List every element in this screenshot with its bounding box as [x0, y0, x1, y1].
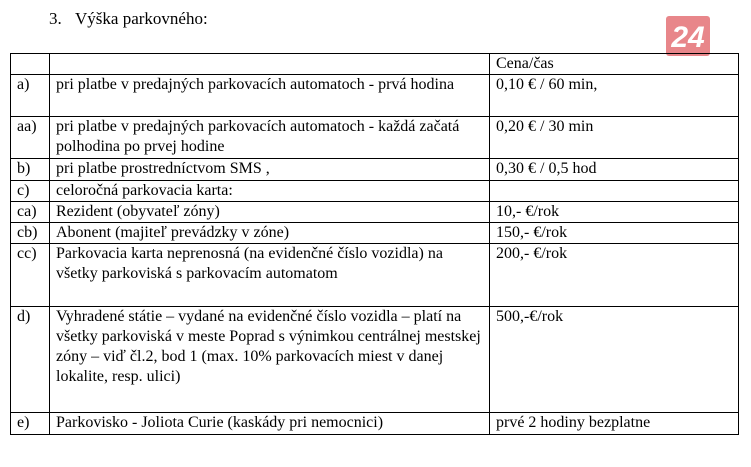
row-price: 0,20 € / 30 min [490, 117, 739, 159]
section-title: Výška parkovného: [75, 9, 208, 28]
row-description: Parkovisko - Joliota Curie (kaskády pri nemocnici) [50, 413, 490, 435]
row-description: pri platbe v predajných parkovacích automatoch - každá začatá polhodina po prvej hodine [50, 117, 490, 159]
row-price [490, 181, 739, 202]
table-row [11, 223, 739, 244]
table-row [11, 413, 739, 435]
row-description: Vyhradené státie – vydané na evidenčné číslo vozidla – platí na všetky parkoviská v meste Poprad s výnimkou centrálnej mestskej zóny – viď čl.2, bod 1 (max. 10% parkovacích miest v danej lokalite, resp. ulici) [50, 307, 490, 413]
table-row [11, 202, 739, 223]
table-row [11, 307, 739, 413]
row-price: 10,- €/rok [490, 202, 739, 223]
row-code: ca) [11, 202, 50, 223]
row-code: cc) [11, 244, 50, 307]
table-row [11, 181, 739, 202]
row-description: pri platbe v predajných parkovacích automatoch - prvá hodina [50, 75, 490, 117]
row-code: e) [11, 413, 50, 435]
row-code: cb) [11, 223, 50, 244]
section-number: 3. [49, 9, 62, 28]
row-description: celoročná parkovacia karta: [50, 181, 490, 202]
row-price: 150,- €/rok [490, 223, 739, 244]
parking-fees-table [10, 53, 739, 435]
row-price: 0,10 € / 60 min, [490, 75, 739, 117]
row-code: a) [11, 75, 50, 117]
row-code: c) [11, 181, 50, 202]
row-description: pri platbe prostredníctvom SMS , [50, 159, 490, 181]
table-row [11, 75, 739, 117]
row-price: 200,- €/rok [490, 244, 739, 307]
header-description-cell [50, 54, 490, 75]
logo-24-text: 24 [671, 21, 705, 54]
table-header-row [11, 54, 739, 75]
table-row [11, 117, 739, 159]
row-price: 500,-€/rok [490, 307, 739, 413]
section-heading [49, 8, 208, 30]
row-price: prvé 2 hodiny bezplatne [490, 413, 739, 435]
row-code: aa) [11, 117, 50, 159]
table-row [11, 244, 739, 307]
row-description: Rezident (obyvateľ zóny) [50, 202, 490, 223]
row-description: Abonent (majiteľ prevádzky v zóne) [50, 223, 490, 244]
header-price-cell: Cena/čas [490, 54, 739, 75]
row-code: b) [11, 159, 50, 181]
logo-24-icon [666, 16, 710, 56]
row-description: Parkovacia karta neprenosná (na evidenčné číslo vozidla) na všetky parkoviská s parkovacím automatom [50, 244, 490, 307]
row-price: 0,30 € / 0,5 hod [490, 159, 739, 181]
table-row [11, 159, 739, 181]
row-code: d) [11, 307, 50, 413]
header-code-cell [11, 54, 50, 75]
